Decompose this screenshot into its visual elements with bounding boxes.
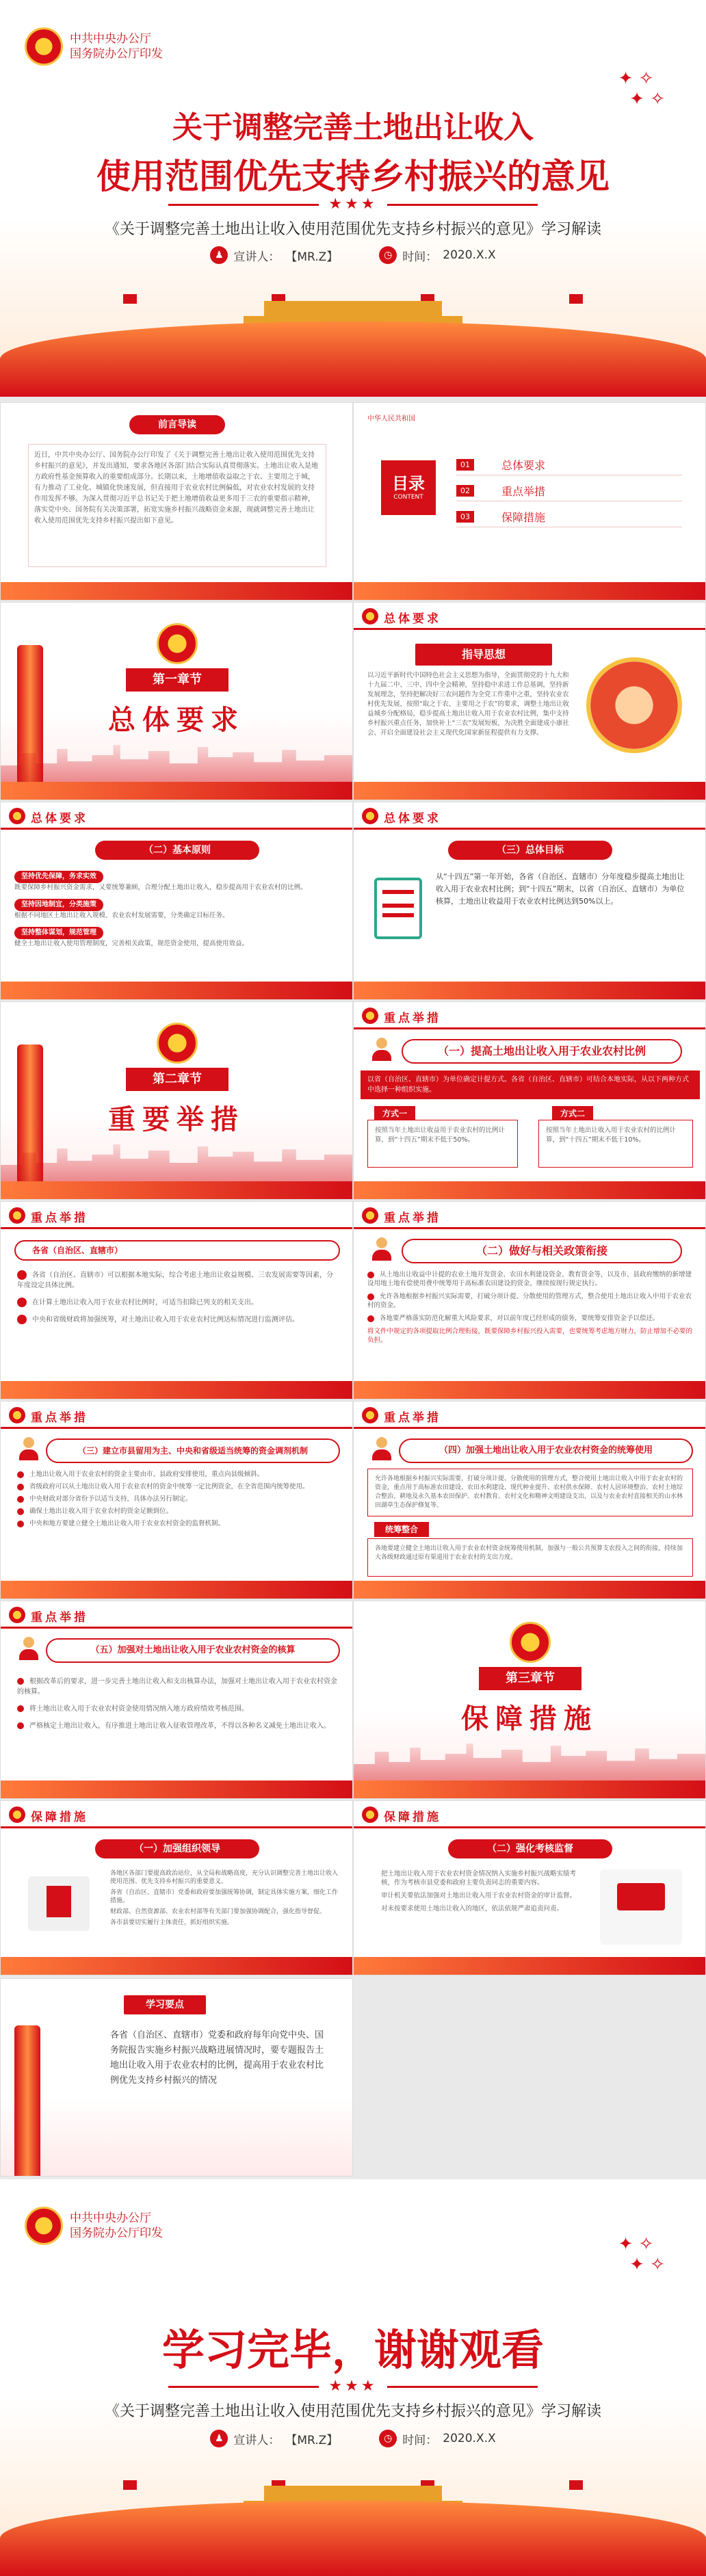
- principles-tag: （二）基本原则: [95, 841, 259, 860]
- list-item-text: 省级政府可以从土地出让收入用于农业农村的资金中统筹一定比例资金，在全省范围内统筹使用。: [29, 1483, 309, 1490]
- speaker-label: 宣讲人：: [233, 250, 280, 264]
- stars-divider: ★★★: [0, 2378, 706, 2395]
- summary-tag: 学习要点: [124, 1995, 206, 2014]
- measure4-slide: [353, 1401, 706, 1599]
- ending-bottom-band: [0, 2501, 706, 2576]
- speaker-icon: ♟: [210, 2430, 228, 2447]
- toc-num: 02: [456, 485, 474, 497]
- list-item: [367, 1314, 693, 1323]
- ending-logo: [25, 2207, 163, 2245]
- list-item: [367, 1292, 693, 1310]
- tiananmen-roof: [264, 2486, 442, 2502]
- list-item: [17, 1519, 339, 1528]
- logo-line2: 国务院办公厅印发: [70, 2226, 163, 2240]
- ending-slide: [0, 2179, 706, 2576]
- toc-label: 重点举措: [501, 485, 546, 498]
- header-label: 重点举措: [31, 1411, 88, 1425]
- header-label: 重点举措: [384, 1411, 441, 1425]
- measure1-tag: （一）提高土地出让收入用于农业农村比例: [402, 1039, 682, 1064]
- tiananmen-roof: [264, 301, 442, 317]
- toc-title-box: [381, 460, 436, 515]
- slide-footer: [354, 582, 705, 600]
- speaker-person-icon: [371, 1237, 392, 1261]
- header-label: 重点举措: [384, 1211, 441, 1225]
- emblem-icon: [9, 1806, 25, 1823]
- slide-header: [354, 603, 705, 630]
- bullet-icon: [17, 1298, 27, 1307]
- slide-header: [1, 1402, 352, 1429]
- slide-footer: [354, 1381, 705, 1399]
- header-label: 总体要求: [31, 812, 88, 826]
- slide-footer: [1, 1381, 352, 1399]
- list-item-text: 允许各地根据乡村振兴实际需要，打破分项计提、分散使用的管理方式，整合使用土地出让收入中用于农业农村的资金。: [367, 1293, 692, 1309]
- list-item: [367, 1270, 693, 1288]
- method1-box: 按照当年土地出让收益用于农业农村的比例计算，到“十四五”期末不低于50%。: [367, 1120, 518, 1168]
- bullet-icon: [17, 1705, 24, 1712]
- huabiao-pillar: [14, 2025, 40, 2176]
- list-item-text: 中央财政对部分省份予以适当支持，具体办法另行制定。: [29, 1495, 192, 1503]
- list-item-text: 从土地出让收益中计提的农业土地开发资金、农田水利建设资金、教育资金等，以及市、县政府缴纳的新增建设用地土地有偿使用费中统筹用于高标准农田建设的资金，继续按现行规定执行。: [367, 1271, 692, 1287]
- support2-tag: （二）强化考核监督: [448, 1839, 612, 1858]
- slide-header: [354, 802, 705, 830]
- slide-header: [1, 802, 352, 830]
- toc-item[interactable]: [456, 481, 682, 501]
- list-item-text: 严格核定土地出让收入，有序推进土地出让收入征收管理改革，不得以各种名义减免土地出让收入。: [29, 1722, 330, 1730]
- summary-slide: [0, 1978, 353, 2177]
- list-item-text: 中央和省级财政将加强统筹，对土地出让收入用于农业农村比例达标情况进行监测评估。: [32, 1316, 299, 1324]
- list-item: [17, 1482, 339, 1491]
- bullet-icon: [17, 1521, 24, 1527]
- measure3-list: [17, 1470, 339, 1528]
- method2-tab: 方式二: [552, 1106, 593, 1121]
- ending-title: 学习完毕，谢谢观看: [161, 2325, 544, 2375]
- chapter-title: 重要举措: [108, 1104, 245, 1135]
- list-item-text: 土地出让收入用于农业农村的资金主要由市、县政府安排使用，重点向县级倾斜。: [29, 1471, 264, 1478]
- slide-header: [1, 1202, 352, 1229]
- city-skyline: [1, 1140, 352, 1181]
- principles-list: [14, 868, 340, 948]
- slide-header: [354, 1002, 705, 1029]
- toc-title: 目录: [392, 474, 425, 493]
- slide-footer: [1, 1581, 352, 1599]
- goal-slide: [353, 802, 706, 1000]
- guiding-tag: 指导思想: [415, 644, 552, 666]
- list-item: 各地区各部门要提高政治站位，从全局和战略高度，充分认识调整完善土地出让收入使用范围、优先支持乡村振兴的重要意义。: [110, 1870, 339, 1885]
- slide-footer: [354, 982, 705, 999]
- clock-icon: ◷: [379, 2430, 397, 2447]
- ending-subtitle: 《关于调整完善土地出让收入使用范围优先支持乡村振兴的意见》学习解读: [104, 2403, 601, 2420]
- cover-slide: [0, 0, 706, 397]
- slide-header: [354, 1402, 705, 1429]
- cover-title-line1: 关于调整完善土地出让收入: [172, 110, 534, 145]
- measure4-box: 各地要建立健全土地出让收入用于农业农村资金统筹使用机制，加强与一般公共预算支农投入之间的衔接，持续加大各级财政通过原有渠道用于农业农村的支出力度。: [367, 1538, 693, 1577]
- chapter-tag: 第二章节: [126, 1068, 228, 1091]
- measure4-red-tab: 统筹整合: [374, 1522, 429, 1537]
- principles-slide: [0, 802, 353, 1000]
- logo-line2: 国务院办公厅印发: [70, 47, 163, 61]
- time-label: 时间：: [402, 2433, 438, 2447]
- list-item: 审计机关要依法加强对土地出让收入用于农业农村资金的审计监督。: [381, 1892, 577, 1900]
- toc-item[interactable]: [456, 455, 682, 475]
- bullet-icon: [367, 1272, 374, 1278]
- cover-subtitle: 《关于调整完善土地出让收入使用范围优先支持乡村振兴的意见》学习解读: [104, 221, 601, 238]
- measure1b-list: [17, 1270, 339, 1325]
- slide-footer: [354, 1181, 705, 1199]
- speaker-person-icon: [371, 1038, 392, 1061]
- slide-header: [354, 1202, 705, 1229]
- measure1b-slide: [0, 1201, 353, 1399]
- cover-meta: [0, 246, 706, 264]
- speaker-person-icon: [18, 1637, 39, 1660]
- principle-text: 根据不同地区土地出让收入规模、农业农村发展需要，分类确定目标任务。: [14, 912, 229, 919]
- list-item-text: 将土地出让收入用于农业农村资金使用情况纳入地方政府绩效考核范围。: [29, 1705, 248, 1713]
- emblem-icon: [362, 1008, 378, 1024]
- city-skyline: [354, 1739, 705, 1780]
- bullet-icon: [17, 1678, 24, 1685]
- measure5-tag: （五）加强对土地出让收入用于农业农村资金的核算: [46, 1638, 340, 1663]
- measure3-slide: [0, 1401, 353, 1599]
- chapter-title: 保障措施: [461, 1703, 598, 1735]
- summary-text: 各省（自治区、直辖市）党委和政府每年向党中央、国务院报告实施乡村振兴战略进展情况时，要专题报告土地出让收入用于农业农村的比例，提高用于农业农村比例优先支持乡村振兴的情况: [110, 2030, 324, 2086]
- header-label: 重点举措: [31, 1611, 88, 1625]
- speaker-person-icon: [18, 1437, 39, 1460]
- stars-divider: ★★★: [0, 196, 706, 213]
- toc-label: 保障措施: [501, 511, 546, 524]
- emblem-icon: [9, 1207, 25, 1224]
- ending-meta: [0, 2430, 706, 2447]
- toc-title-en: CONTENT: [393, 494, 423, 501]
- clock-icon: ◷: [379, 246, 397, 264]
- list-item: [17, 1470, 339, 1479]
- preface-text: 近日，中共中央办公厅、国务院办公厅印发了《关于调整完善土地出让收入使用范围优先支持乡村振兴的意见》，并发出通知，要求各地区各部门结合实际认真贯彻落实。土地出让收入是地方政府性基金预算收入的重要组成部分。长期以来，土地增值收益取之于农、主要用之于城，有力推动了工业化、城镇化快速发展，但直接用于农业农村比例偏低，对农业农村发展的支持作用发挥不够。为深入贯彻习近平总书记关于把土地增值收益更多用于三农的重要指示精神，落实党中央、国务院有关决策部署，拓宽实施乡村振兴战略资金来源，现就调整完善土地出让收入使用范围优先支持乡村振兴提出如下意见。: [28, 444, 326, 567]
- list-item: 财政部、自然资源部、农业农村部等有关部门要加强协调配合，强化指导督促。: [110, 1908, 326, 1915]
- list-item: 把土地出让收入用于农业农村资金情况纳入实施乡村振兴战略实绩考核，作为考核市县党委和政府主要负责同志的重要内容。: [381, 1870, 577, 1887]
- speaker-label: 宣讲人：: [233, 2433, 280, 2447]
- list-item: [17, 1270, 339, 1291]
- toc-logo: 中华人民共和国: [367, 415, 415, 423]
- list-item: [17, 1495, 339, 1503]
- chapter-tag: 第三章节: [479, 1667, 581, 1690]
- slide-footer: [1, 982, 352, 999]
- method1-tab: 方式一: [374, 1106, 415, 1121]
- list-item-text: 在计算土地出让收入用于农业农村比例时，可适当扣除已列支的相关支出。: [32, 1299, 258, 1306]
- slide-header: [1, 1601, 352, 1629]
- national-emblem-icon: [157, 623, 198, 664]
- slide-footer: [1, 582, 352, 600]
- list-item: [17, 1298, 339, 1308]
- emblem-icon: [362, 1407, 378, 1423]
- chapter-tag: 第一章节: [126, 668, 228, 692]
- header-label: 重点举措: [384, 1012, 441, 1025]
- bullet-icon: [17, 1722, 24, 1729]
- toc-slide: [353, 402, 706, 601]
- bullet-icon: [17, 1270, 27, 1280]
- list-item: [17, 1721, 339, 1731]
- measure1-banner: 以省（自治区、直辖市）为单位确定计提方式。各省（自治区、直辖市）可结合本地实际，从以下两种方式中选择一种组织实施。: [361, 1070, 700, 1099]
- bullet-icon: [17, 1496, 24, 1503]
- time-value: 2020.X.X: [443, 2432, 496, 2445]
- bullet-icon: [367, 1293, 374, 1300]
- principle-title: 坚持优先保障，务求实效: [14, 871, 103, 883]
- toc-list: [456, 455, 682, 527]
- header-label: 总体要求: [384, 612, 441, 626]
- emblem-icon: [9, 808, 25, 824]
- principle-text: 既要保障乡村振兴资金需求，又要统筹兼顾，合理分配土地出让收入，稳步提高用于农业农村的比例。: [14, 884, 307, 891]
- list-item-text: 各地要严格落实防范化解重大风险要求，对以前年度已经形成的债务，要统筹安排资金予以偿还。: [380, 1315, 659, 1322]
- speaker-name: 【MR.Z】: [285, 250, 339, 264]
- toc-num: 03: [456, 511, 474, 523]
- time-label: 时间：: [402, 250, 438, 264]
- support1-list: [110, 1869, 340, 1927]
- measure2-tag: （二）做好与相关政策衔接: [402, 1239, 682, 1263]
- bullet-icon: [17, 1471, 24, 1478]
- national-emblem-icon: [25, 27, 63, 66]
- preface-slide: [0, 402, 353, 601]
- guiding-text: 以习近平新时代中国特色社会主义思想为指导，全面贯彻党的十九大和十九届二中、三中、四中全会精神，坚持稳中求进工作总基调，坚持新发展理念，坚持把解决好三农问题作为全党工作重中之重，坚持农业农村优先发展，按照“取之于农、主要用之于农”的要求，调整土地出让收益城乡分配格局，稳步提高土地出让收入用于农业农村比例，集中支持乡村振兴重点任务，加快补上“三农”发展短板，为决胜全面建成小康社会、开启全面建设社会主义现代化国家新征程提供有力支撑。: [367, 672, 569, 737]
- birds-icon: ✦ ✧ ✦ ✧: [618, 68, 665, 109]
- measure2-list: [367, 1270, 693, 1345]
- national-emblem-icon: [25, 2207, 63, 2245]
- measure2-slide: [353, 1201, 706, 1399]
- header-label: 保障措施: [384, 1811, 441, 1824]
- measure5-list: [17, 1677, 339, 1731]
- emblem-icon: [9, 1407, 25, 1423]
- list-item: [17, 1677, 339, 1697]
- list-item: 各市县要切实履行主体责任，抓好组织实施。: [110, 1919, 234, 1926]
- list-item: 对未按要求使用土地出让收入的地区，依法依规严肃追责问责。: [381, 1905, 564, 1913]
- logo-line1: 中共中央办公厅: [70, 32, 151, 46]
- emblem-icon: [9, 1607, 25, 1623]
- slide-footer: [354, 782, 705, 800]
- method2-box: 按照当年土地出让收入用于农业农村的比例计算，到“十四五”期末不低于10%。: [538, 1120, 693, 1168]
- support2-slide: [353, 1800, 706, 1975]
- logo-line1: 中共中央办公厅: [70, 2211, 151, 2225]
- measure4-intro: 允许各地根据乡村振兴实际需要，打破分项计提、分散使用的管理方式，整合使用土地出让收入中用于农业农村的资金，重点用于高标准农田建设、农田水利建设、现代种业提升、农村供水保障、农村人居环境整治、农村土地综合整治、耕地及永久基本农田保护、农村教育、农村文化和精神文明建设支出，以及与农业农村直接相关的山水林田湖草生态保护修复等。: [367, 1469, 693, 1516]
- chapter3-slide: [353, 1601, 706, 1799]
- list-item: [17, 1315, 339, 1325]
- header-label: 重点举措: [31, 1211, 88, 1225]
- header-label: 总体要求: [384, 812, 441, 826]
- slide-header: [354, 1801, 705, 1828]
- speaker-name: 【MR.Z】: [285, 2433, 339, 2447]
- emblem-icon: [362, 608, 378, 625]
- speaker-person-icon: [371, 1437, 392, 1460]
- slide-footer: [354, 1581, 705, 1599]
- header-label: 保障措施: [31, 1811, 88, 1824]
- measure2-note: 将文件中规定的各项提取比例合理衔接，既要保障乡村振兴投入需要，也要统筹考虑地方财力，防止增加不必要的负担。: [367, 1328, 693, 1344]
- emblem-icon: [362, 808, 378, 824]
- principle-item: [14, 896, 340, 920]
- measure3-tag: （三）建立市县留用为主、中央和省级适当统筹的资金调剂机制: [46, 1438, 340, 1463]
- list-item-text: 确保土地出让收入用于农业农村的资金足额到位。: [29, 1508, 173, 1515]
- toc-item[interactable]: [456, 507, 682, 527]
- list-item: [17, 1704, 339, 1714]
- bullet-icon: [17, 1508, 24, 1515]
- principle-title: 坚持因地制宜，分类施策: [14, 899, 103, 911]
- principle-item: [14, 868, 340, 892]
- toc-num: 01: [456, 459, 474, 471]
- city-skyline: [1, 741, 352, 782]
- document-hand-icon: [28, 1876, 90, 1931]
- emblem-icon: [362, 1806, 378, 1823]
- list-item-text: 各省（自治区、直辖市）可以根据本地实际，综合考虑土地出让收益规模、三农发展需要等因素，分年度设定具体比例。: [17, 1272, 333, 1289]
- list-item: 各省（自治区、直辖市）党委和政府要加强统筹协调，制定具体实施方案，细化工作措施。: [110, 1889, 339, 1904]
- bullet-icon: [17, 1315, 27, 1324]
- slide-footer: [1, 1957, 352, 1975]
- support2-list: [381, 1869, 586, 1913]
- slide-footer: [1, 1780, 352, 1798]
- list-item: [17, 1507, 339, 1516]
- slide-footer: [1, 1181, 352, 1199]
- slide-footer: [354, 1957, 705, 1975]
- list-item-text: 中央和地方要建立健全土地出让收入用于农业农村资金的监督机制。: [29, 1520, 225, 1527]
- checklist-icon: [374, 878, 422, 939]
- chapter-title: 总体要求: [108, 705, 245, 736]
- slide-footer: [1, 782, 352, 800]
- chapter2-slide: [0, 1001, 353, 1200]
- toc-label: 总体要求: [501, 459, 546, 472]
- chapter1-slide: [0, 602, 353, 800]
- support1-tag: （一）加强组织领导: [95, 1839, 259, 1858]
- birds-icon: ✦ ✧ ✦ ✧: [618, 2234, 665, 2275]
- emblem-icon: [362, 1207, 378, 1224]
- slide-footer: [354, 1780, 705, 1798]
- preface-tag: 前言导读: [129, 415, 225, 434]
- measure5-slide: [0, 1601, 353, 1799]
- measure1b-tag: 各省（自治区、直辖市）: [14, 1240, 340, 1261]
- cover-logo: [25, 27, 163, 66]
- slide-header: [1, 1801, 352, 1828]
- list-item-text: 根据改革后的要求，进一步完善土地出让收入和支出核算办法，加强对土地出让收入用于农业农村资金的核算。: [17, 1678, 337, 1696]
- meeting-illustration-icon: [600, 1869, 682, 1945]
- national-emblem-icon: [157, 1023, 198, 1064]
- national-emblem-icon: [510, 1622, 551, 1663]
- goal-tag: （三）总体目标: [448, 841, 612, 860]
- tiananmen-badge-icon: [586, 657, 682, 753]
- bullet-icon: [367, 1315, 374, 1322]
- speaker-icon: ♟: [210, 246, 228, 264]
- goal-text: 从“十四五”第一年开始，各省（自治区、直辖市）分年度稳步提高土地出让收入用于农业农村比例；到“十四五”期末，以省（自治区、直辖市）为单位核算，土地出让收益用于农业农村比例达到50%以上。: [436, 872, 685, 906]
- cover-title-line2: 使用范围优先支持乡村振兴的意见: [96, 156, 610, 196]
- principle-title: 坚持整体谋划，规范管理: [14, 927, 103, 939]
- cover-bottom-band: [0, 321, 706, 397]
- bullet-icon: [17, 1484, 24, 1490]
- measure1-slide: [353, 1001, 706, 1200]
- support1-slide: [0, 1800, 353, 1975]
- time-value: 2020.X.X: [443, 248, 496, 262]
- principle-item: [14, 924, 340, 948]
- measure4-tag: （四）加强土地出让收入用于农业农村资金的统筹使用: [399, 1438, 693, 1463]
- guiding-slide: [353, 602, 706, 800]
- principle-text: 健全土地出让收入使用管理制度，完善相关政策，规范资金使用，提高使用效益。: [14, 940, 249, 947]
